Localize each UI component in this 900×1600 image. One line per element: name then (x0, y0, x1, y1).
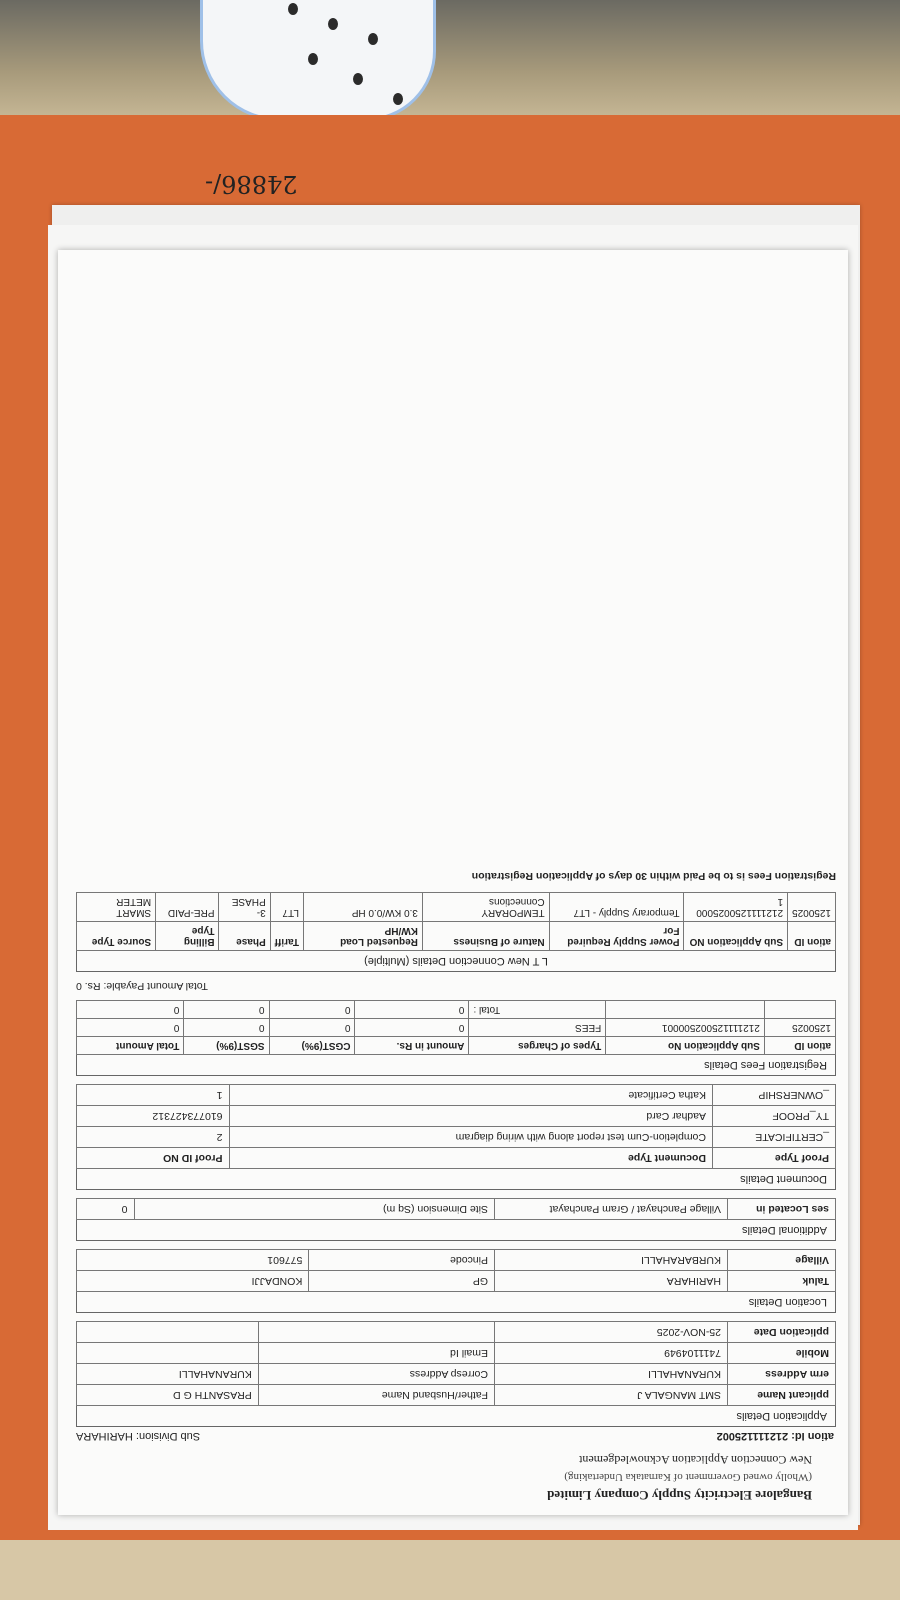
value: KURANAHALLI (495, 1364, 728, 1385)
label: pplicant Name (728, 1385, 836, 1406)
shoe-hole (368, 33, 378, 45)
cell: 2 (77, 1127, 230, 1148)
registration-fees-table (76, 1000, 836, 1055)
column-header: Sub Application NO (684, 922, 788, 951)
cell: 2121111250025000 1 (684, 893, 788, 922)
column-header: Source Type (77, 922, 156, 951)
application-details-table (76, 1321, 836, 1406)
payment-note: Registration Fees is to be Paid within 30 days of Application Registration (471, 870, 836, 882)
value: SMT MANGALA J (495, 1385, 728, 1406)
label: Mobile (728, 1343, 836, 1364)
cell: Completion-Cum test report along with wiring diagram (229, 1127, 712, 1148)
label (258, 1322, 494, 1343)
cell: 3.0 KW/0.0 HP (303, 893, 422, 922)
cell: 0 (355, 1001, 469, 1019)
table-row (77, 1199, 836, 1220)
cell: LT7 (270, 893, 303, 922)
shoe-hole (288, 3, 298, 15)
column-header: Total Amount (77, 1037, 184, 1055)
cell: Aadhar Card (229, 1106, 712, 1127)
table-row (77, 1322, 836, 1343)
cell: 0 (355, 1019, 469, 1037)
document-content-rotated (58, 250, 848, 1515)
table-row (77, 1343, 836, 1364)
table-row (77, 1106, 836, 1127)
cell: _CERTIFICATE (713, 1127, 836, 1148)
column-header: Types of Charges (469, 1037, 606, 1055)
cell: PRE-PAID (156, 893, 219, 922)
cell: _OWNERSHIP (713, 1085, 836, 1106)
total-amount-payable: Total Amount Payable: Rs. 0 (76, 980, 208, 992)
document-sheet (58, 250, 848, 1515)
additional-details-table (76, 1198, 836, 1220)
column-header: Power Supply Required For (549, 922, 684, 951)
column-header: Proof Type (713, 1148, 836, 1169)
label: Father/Husband Name (258, 1385, 494, 1406)
shoe-hole (393, 93, 403, 105)
table-row (77, 1019, 836, 1037)
value (77, 1343, 259, 1364)
value: HARIHARA (495, 1271, 728, 1292)
cell: 212111125002500001 (606, 1019, 765, 1037)
location-details-table (76, 1249, 836, 1292)
label: Corresp Address (258, 1364, 494, 1385)
table-header-row (77, 1148, 836, 1169)
cell: 0 (269, 1001, 355, 1019)
label: ses Located in (728, 1199, 836, 1220)
column-header: Phase (219, 922, 270, 951)
application-id: ation Id: 212111125002 (716, 1430, 834, 1442)
cell: 1250025 (788, 893, 836, 922)
document-details-table (76, 1084, 836, 1169)
shoe-photo (200, 0, 436, 121)
label: GP (309, 1271, 495, 1292)
shoe-hole (308, 53, 318, 65)
cell: Temporary Supply - LT7 (549, 893, 684, 922)
value (77, 1322, 259, 1343)
label: pplication Date (728, 1322, 836, 1343)
section-lt-connection: L T New Connection Details (Multiple) (76, 951, 836, 972)
folder-edge (0, 1540, 900, 1600)
id-row (76, 1430, 836, 1442)
label: Village (728, 1250, 836, 1271)
cell: TEMPORARY Connections (422, 893, 549, 922)
label: Email Id (258, 1343, 494, 1364)
ack-title: New Connection Application Acknowledgement (579, 1453, 812, 1467)
handwritten-note: 24886/- (205, 170, 298, 198)
column-header: ation ID (764, 1037, 835, 1055)
value: KONDAJJI (77, 1271, 309, 1292)
document-body (76, 870, 836, 1503)
cell: 0 (184, 1019, 269, 1037)
column-header: Billing Type (156, 922, 219, 951)
cell: Katha Certificate (229, 1085, 712, 1106)
section-additional-details: Additional Details (76, 1220, 836, 1241)
column-header: Nature of Business (422, 922, 549, 951)
cell (606, 1001, 765, 1019)
value: Village Panchayat / Gram Panchayat (495, 1199, 728, 1220)
cell: 0 (269, 1019, 355, 1037)
section-application-details: Application Details (76, 1406, 836, 1427)
cell: TY_PROOF (713, 1106, 836, 1127)
table-row (77, 1085, 836, 1106)
column-header: SGST(9%) (184, 1037, 269, 1055)
cell: 1 (77, 1085, 230, 1106)
value: KURBARAHALLI (495, 1250, 728, 1271)
value: 25-NOV-2025 (495, 1322, 728, 1343)
cell: FEES (469, 1019, 606, 1037)
table-row (77, 1385, 836, 1406)
section-registration-fees: Registration Fees Details (76, 1055, 836, 1076)
column-header: Document Type (229, 1148, 712, 1169)
label: Site Dimension (Sq m) (134, 1199, 494, 1220)
cell: 0 (77, 1001, 184, 1019)
cell: 610773427312 (77, 1106, 230, 1127)
org-subtitle: (Wholly owned Government of Karnataka Undertaking) (564, 1471, 812, 1483)
lt-connection-table (76, 892, 836, 951)
cell (764, 1001, 835, 1019)
cell: 0 (77, 1019, 184, 1037)
table-header-row (77, 1037, 836, 1055)
column-header: CGST(9%) (269, 1037, 355, 1055)
table-row (77, 1271, 836, 1292)
cell: 0 (184, 1001, 269, 1019)
table-row (77, 1127, 836, 1148)
column-header: Requested Load KW/HP (303, 922, 422, 951)
value: 7411104949 (495, 1343, 728, 1364)
shoe-hole (353, 73, 363, 85)
total-label: Total : (469, 1001, 606, 1019)
value: PRASANTH G D (77, 1385, 259, 1406)
cell: 1250025 (764, 1019, 835, 1037)
background-top (0, 0, 900, 120)
table-row (77, 1364, 836, 1385)
column-header: Tariff (270, 922, 303, 951)
column-header: Proof ID NO (77, 1148, 230, 1169)
column-header: Amount in Rs. (355, 1037, 469, 1055)
section-location-details: Location Details (76, 1292, 836, 1313)
table-row (77, 893, 836, 922)
column-header: ation ID (788, 922, 836, 951)
table-row (77, 1250, 836, 1271)
cell: SMART METER (77, 893, 156, 922)
value: 0 (77, 1199, 135, 1220)
label: Pincode (309, 1250, 495, 1271)
cell: 3-PHASE (219, 893, 270, 922)
column-header: Sub Application No (606, 1037, 765, 1055)
label: Taluk (728, 1271, 836, 1292)
value: KURANAHALLI (77, 1364, 259, 1385)
shoe-hole (328, 18, 338, 30)
table-header-row (77, 922, 836, 951)
value: 577601 (77, 1250, 309, 1271)
sub-division: Sub Division: HARIHARA (76, 1430, 201, 1442)
total-row (77, 1001, 836, 1019)
org-name: Bangalore Electricity Supply Company Limited (547, 1488, 812, 1503)
label: erm Address (728, 1364, 836, 1385)
section-document-details: Document Details (76, 1169, 836, 1190)
